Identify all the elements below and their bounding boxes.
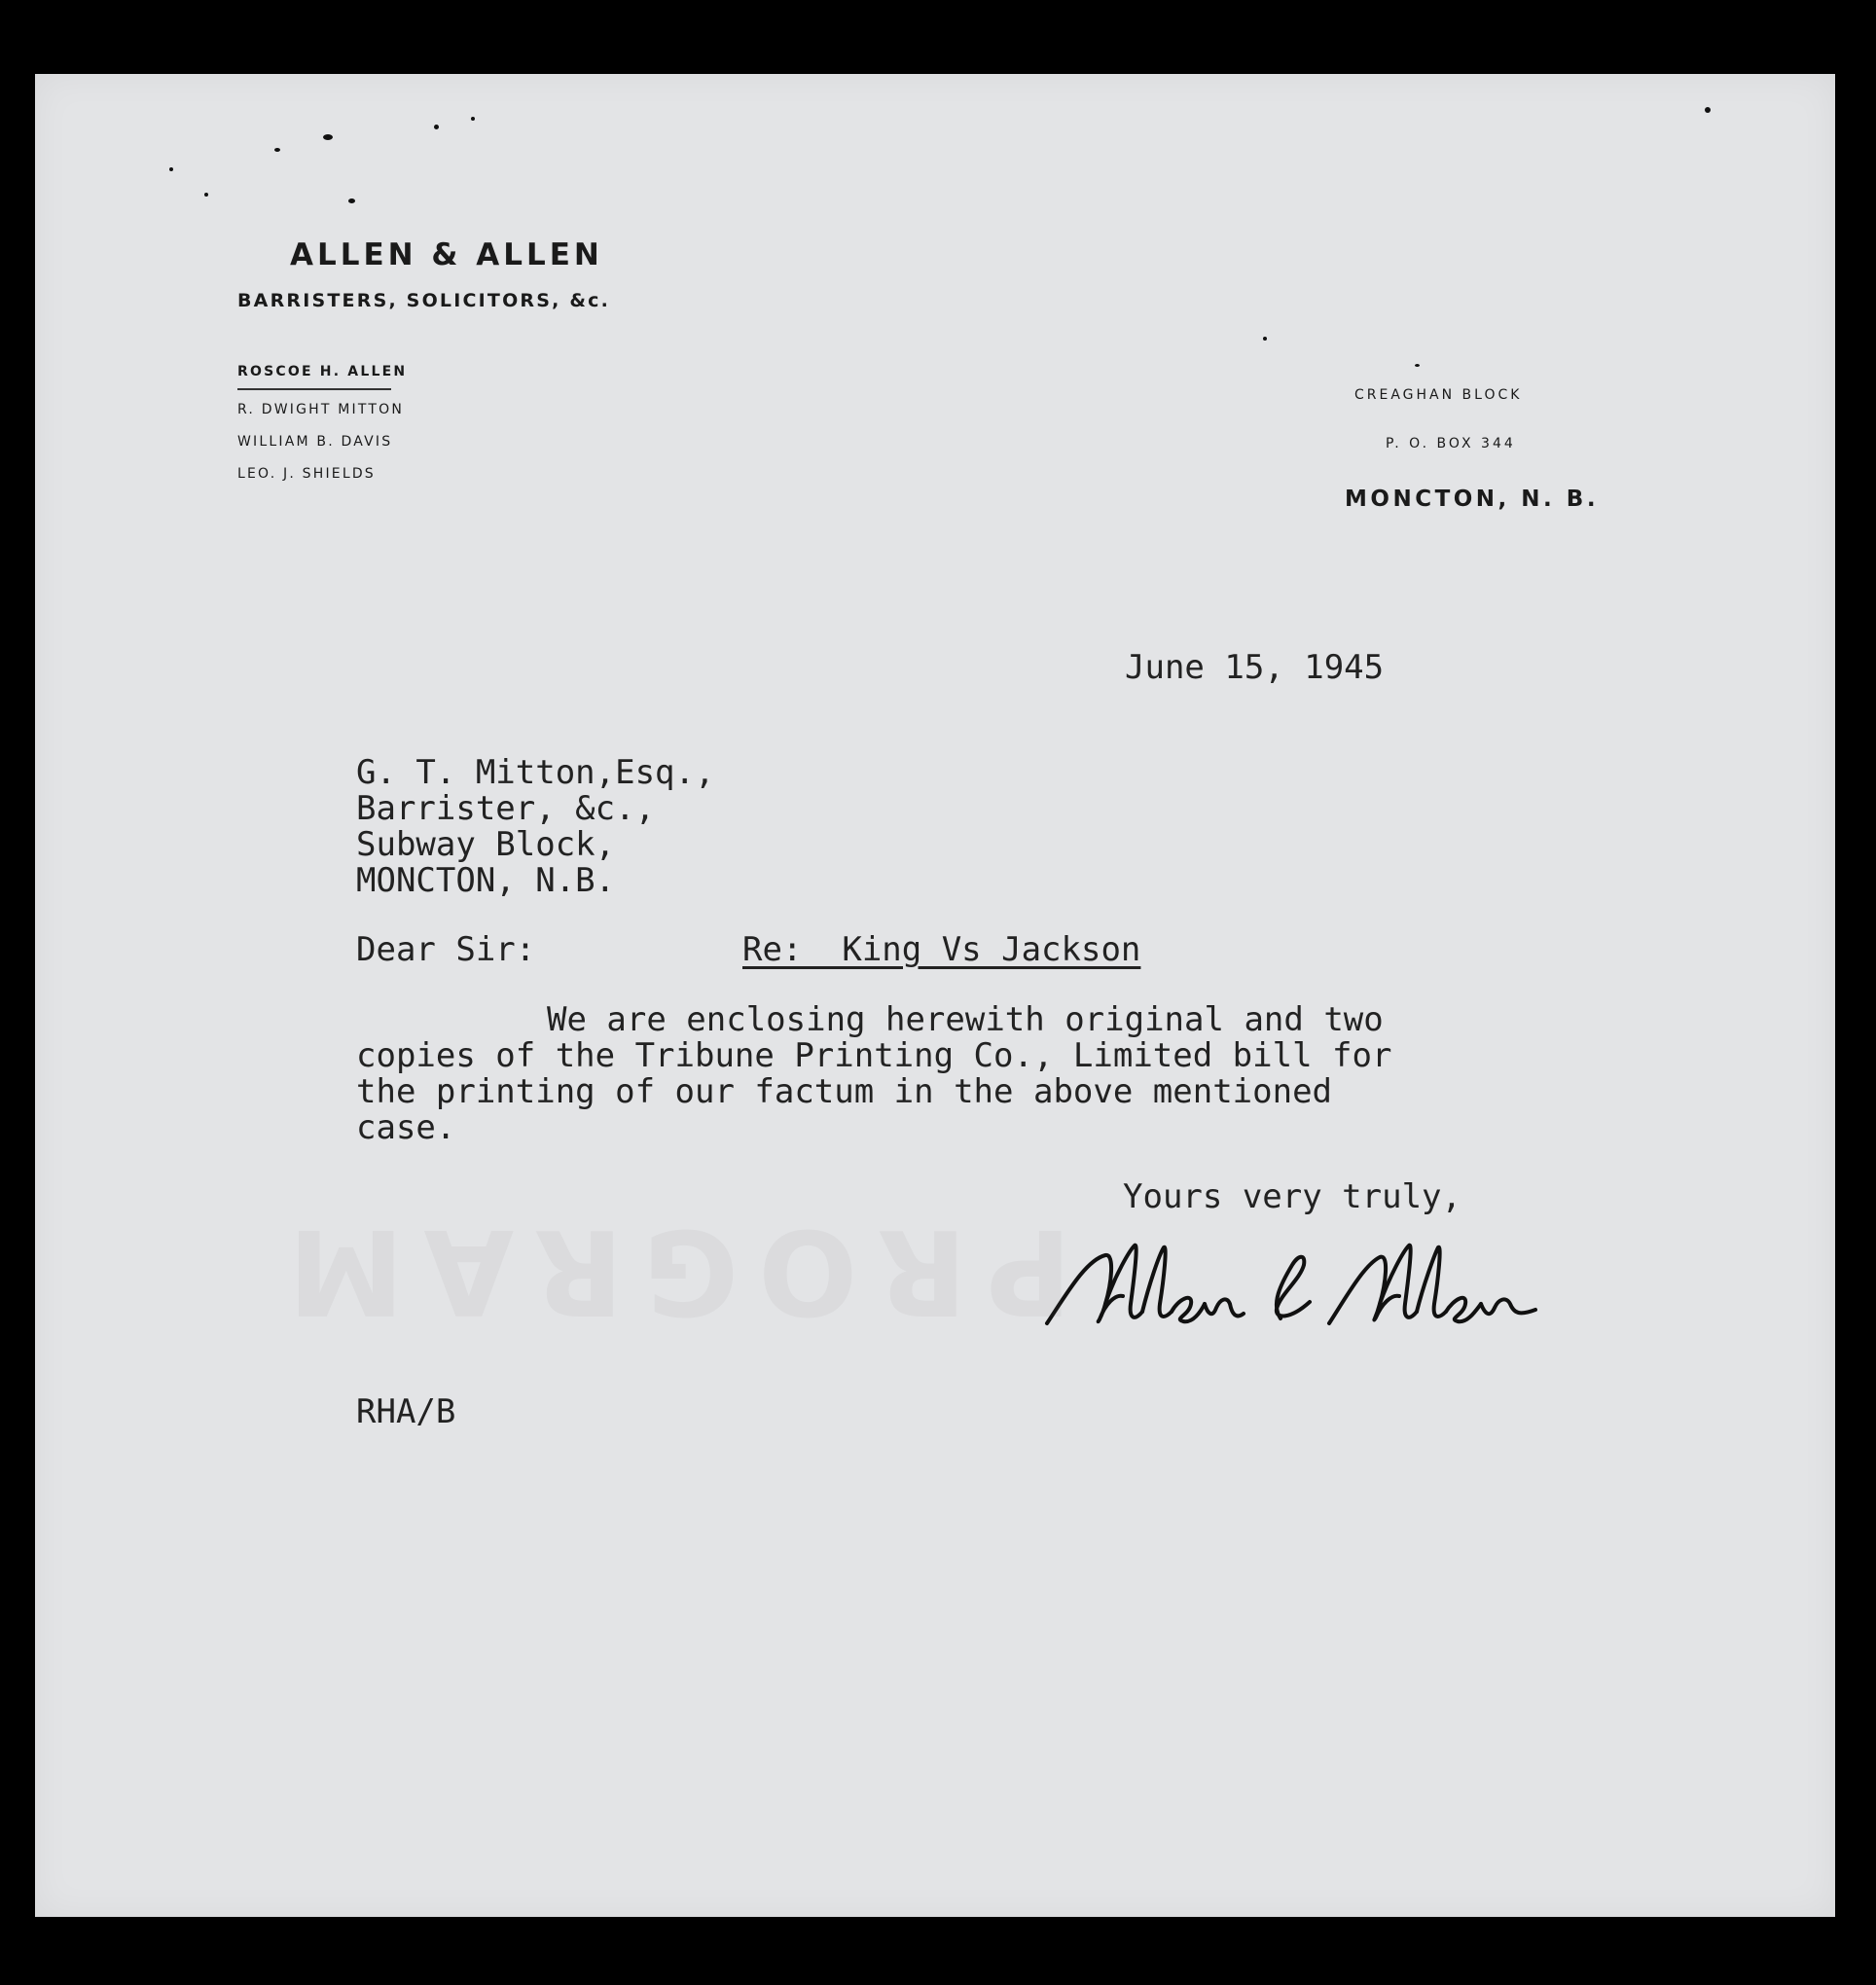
body-line: case. (356, 1108, 456, 1147)
typist-initials: RHA/B (356, 1392, 456, 1431)
scan-speck (434, 125, 439, 129)
scan-speck (323, 134, 333, 140)
closing: Yours very truly, (1123, 1177, 1461, 1216)
salutation: Dear Sir: (356, 930, 536, 969)
scan-speck (1415, 364, 1420, 367)
body-line: We are enclosing herewith original and two (547, 1000, 1384, 1039)
body-line: the printing of our factum in the above mentioned (356, 1072, 1333, 1111)
letter-date: June 15, 1945 (1125, 648, 1385, 687)
recipient-line: Barrister, &c., (356, 789, 656, 828)
partner-name: LEO. J. SHIELDS (237, 466, 376, 482)
firm-name: ALLEN & ALLEN (290, 237, 603, 272)
scan-speck (471, 117, 475, 121)
scan-speck (169, 167, 173, 171)
bleed-through: PROGRAM (269, 1203, 1072, 1338)
handwritten-signature (1037, 1226, 1543, 1353)
scan-speck (1705, 107, 1711, 113)
scan-speck (1263, 337, 1267, 341)
recipient-line: MONCTON, N.B. (356, 861, 616, 900)
recipient-line: G. T. Mitton,Esq., (356, 753, 715, 792)
address-city: MONCTON, N. B. (1345, 487, 1600, 512)
firm-subtitle: BARRISTERS, SOLICITORS, &c. (237, 290, 611, 311)
reference-line: Re: King Vs Jackson (742, 930, 1141, 969)
partner-divider (237, 388, 391, 390)
address-line: P. O. BOX 344 (1386, 436, 1516, 451)
scan-speck (348, 198, 355, 203)
address-line: CREAGHAN BLOCK (1354, 387, 1523, 403)
partner-name: ROSCOE H. ALLEN (237, 364, 408, 379)
scan-speck (274, 148, 280, 152)
partner-name: R. DWIGHT MITTON (237, 402, 405, 417)
letter-page (35, 74, 1835, 1917)
recipient-line: Subway Block, (356, 825, 616, 864)
partner-name: WILLIAM B. DAVIS (237, 434, 393, 450)
body-line: copies of the Tribune Printing Co., Limited bill for (356, 1036, 1392, 1075)
scan-speck (204, 193, 208, 197)
